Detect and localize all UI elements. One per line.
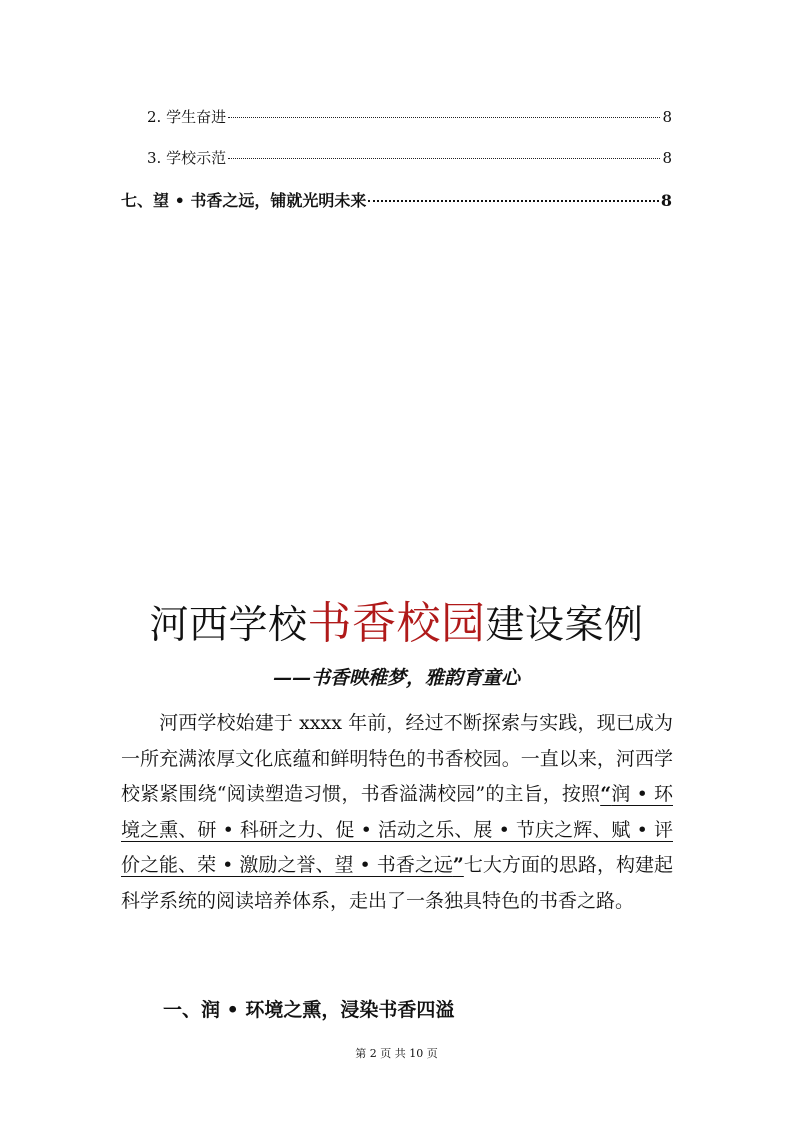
toc-item-page: 8 — [662, 108, 672, 126]
toc-item-label: 3. 学校示范 — [147, 149, 227, 167]
intro-paragraph — [121, 706, 673, 919]
page-footer: 第 2 页 共 10 页 — [355, 1047, 438, 1060]
toc-leader-dots — [228, 158, 660, 159]
toc-item-chapter-seven[interactable] — [121, 188, 672, 211]
section-heading: 一、润 • 环境之熏，浸染书香四溢 — [163, 999, 455, 1021]
intro-principles: 润 • 环境之熏、研 • 科研之力、促 • 活动之乐、展 • 节庆之辉、赋 • 评价之能、荣 • 激励之誉、望 • 书香之远 — [121, 783, 673, 876]
toc-leader-dots — [228, 117, 660, 118]
document-subtitle: ——书香映稚梦，雅韵育童心 — [272, 667, 520, 689]
intro-rest: 七大方面的思路，构建起科学系统的阅读培养体系，走出了一条独具特色的书香之路。 — [121, 854, 673, 912]
title-prefix: 河西学校 — [149, 603, 308, 648]
intro-lead: 河西学校始建于 xxxx 年前，经过不断探索与实践，现已成为一所充满浓厚文化底蕴和鲜明特色的书香校园。一直以来，河西学校紧紧围绕“阅读塑造习惯，书香溢满校园”的主旨，按照 — [121, 712, 673, 805]
title-highlight: 书香校园 — [307, 598, 486, 649]
title-suffix: 建设案例 — [485, 603, 644, 648]
toc-item-page: 8 — [660, 191, 672, 210]
document-title — [0, 598, 793, 652]
toc-item-label: 2. 学生奋进 — [147, 108, 227, 126]
intro-quote-open: “ — [600, 783, 612, 805]
intro-quote-close: ” — [452, 854, 464, 876]
toc-item-student[interactable] — [147, 106, 672, 127]
toc-leader-dots — [368, 200, 658, 202]
toc-item-page: 8 — [662, 149, 672, 167]
toc-item-school[interactable] — [147, 147, 672, 168]
toc-item-label: 七、望 • 书香之远，铺就光明未来 — [121, 191, 367, 210]
